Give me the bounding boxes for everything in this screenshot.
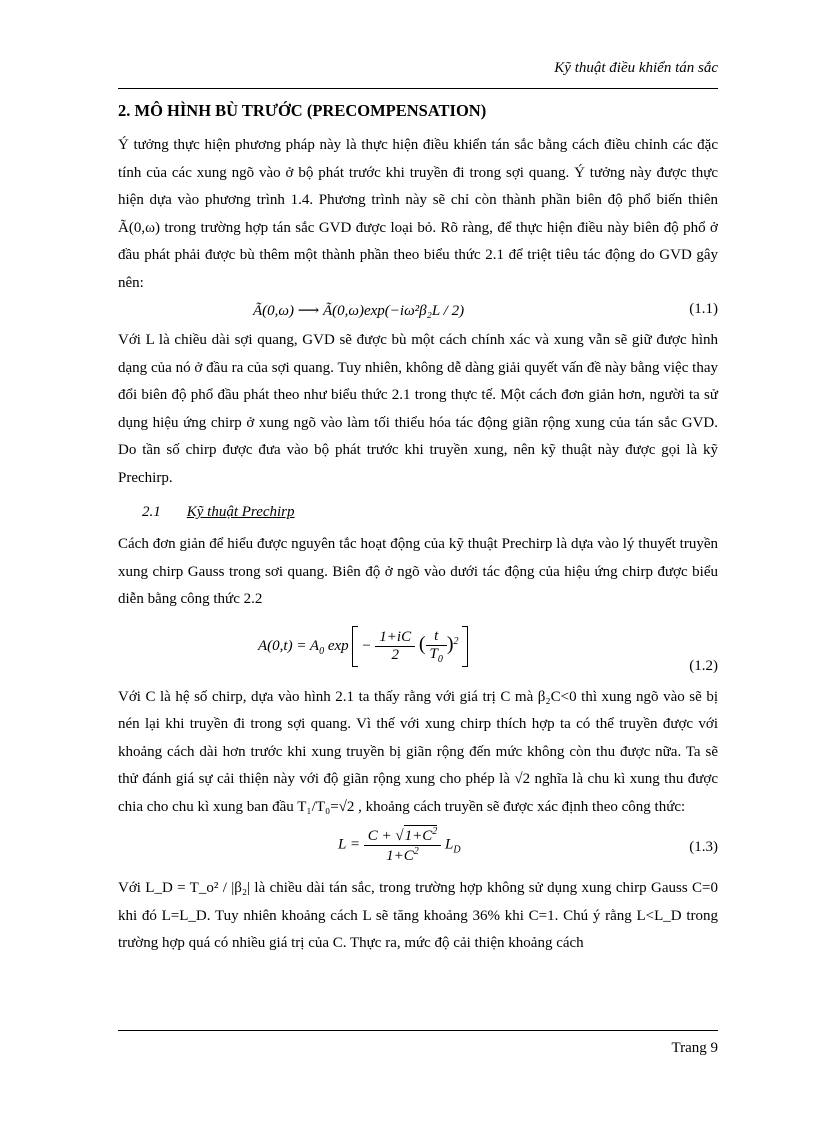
subsection-heading bbox=[142, 504, 718, 521]
equation-1-3-formula: L = $\frac{C + √1+C^2}{1+C^2}$ $L_D$ bbox=[338, 826, 461, 864]
equation-1-3-number: (1.3) bbox=[689, 839, 718, 855]
equation-1-3 bbox=[118, 825, 718, 871]
equation-1-1 bbox=[118, 297, 718, 327]
page-number: Trang 9 bbox=[671, 1040, 718, 1056]
equation-1-2-formula: $A(0,t) = A_0$ exp − $\frac{1+iC}{2}$ ( $\frac{t}{T_0}$ )$^2$ bbox=[258, 626, 468, 667]
paragraph-1: Ý tưởng thực hiện phương pháp này là thực hiện điều khiển tán sắc bằng cách điều chỉnh các đặc tính của các xung ngõ vào ở bộ phát trước khi truyền đi trong sợi quang. Ý tưởng này được thực hiện dựa vào phương trình 1.4. Phương trình này sẽ chỉ còn thành phần biên độ phổ biến thiên Ã(0,ω) trong trường hợp tán sắc GVD được loại bỏ. Rõ ràng, để thực hiện điều này biên độ phổ ở đầu phát phải được bù thêm một thành phần theo biểu thức 2.1 để triệt tiêu tác động do GVD gây nên: bbox=[118, 137, 718, 291]
paragraph-2: Với L là chiều dài sợi quang, GVD sẽ được bù một cách chính xác và xung vẫn sẽ giữ được hình dạng của nó ở đầu ra của sợi quang. Tuy nhiên, không dễ dàng giải quyết vấn đề này bằng việc thay đổi biên độ phổ đầu phát theo như biểu thức 2.1 trong thực tế. Một cách đơn giản hơn, người ta sử dụng hiệu ứng chirp ở xung ngõ vào làm tối thiểu hóa tác động giãn rộng xung của tán sắc GVD. Do tần số chirp được đưa vào bộ phát trước khi truyền xung, nên kỹ thuật này được gọi là kỹ Prechirp. bbox=[118, 332, 718, 486]
paragraph-3: Cách đơn giản để hiểu được nguyên tắc hoạt động của kỹ thuật Prechirp là dựa vào lý thuyết truyền xung chirp Gauss trong sơi quang. Biên độ ở ngõ vào dưới tác động của hiệu ứng chirp được biểu diễn bằng công thức 2.2 bbox=[118, 536, 718, 607]
page-body bbox=[118, 96, 718, 958]
equation-1-1-number: (1.1) bbox=[689, 301, 718, 317]
section-title: 2. MÔ HÌNH BÙ TRƯỚC (PRECOMPENSATION) bbox=[118, 101, 487, 120]
equation-1-2 bbox=[118, 622, 718, 682]
paragraph-4: Với C là hệ số chirp, dựa vào hình 2.1 ta thấy rằng với giá trị C mà β₂C<0 thì xung ngõ vào sẽ bị nén lại khi truyền đi trong sợi quang. Vì thế với xung chirp thích hợp ta có thể truyền được với khoảng cách dài hơn trước khi xung truyền bị giãn rộng đến mức không còn thu được nữa. Ta sẽ thử đánh giá sự cải thiện này với độ giãn rộng xung cho phép là √2 nghĩa là chu kì xung thu được chia cho chu kì xung ban đầu T₁/T₀=√2 , khoảng cách truyền sẽ được xác định theo công thức: bbox=[118, 688, 718, 815]
paragraph-5: Với L_D = T_o² / |β₂| là chiều dài tán sắc, trong trường hợp không sử dụng xung chirp Gauss C=0 khi đó L=L_D. Tuy nhiên khoảng cách L sẽ tăng khoảng 36% khi C=1. Chú ý rằng L<L_D trong trường hợp quá có nhiều giá trị của C. Thực ra, mức độ cải thiện khoảng cách bbox=[118, 880, 718, 951]
subsection-number: 2.1 bbox=[142, 504, 161, 520]
footer-rule bbox=[118, 1030, 718, 1031]
subsection-title: Kỹ thuật Prechirp bbox=[186, 504, 295, 520]
equation-1-2-number: (1.2) bbox=[689, 657, 718, 674]
equation-1-1-formula: Ã(0,ω) ⟶ Ã(0,ω)exp(−iω²β₂L / 2) bbox=[253, 303, 465, 319]
header-rule bbox=[118, 88, 718, 89]
running-header: Kỹ thuật điều khiển tán sắc bbox=[554, 60, 718, 76]
